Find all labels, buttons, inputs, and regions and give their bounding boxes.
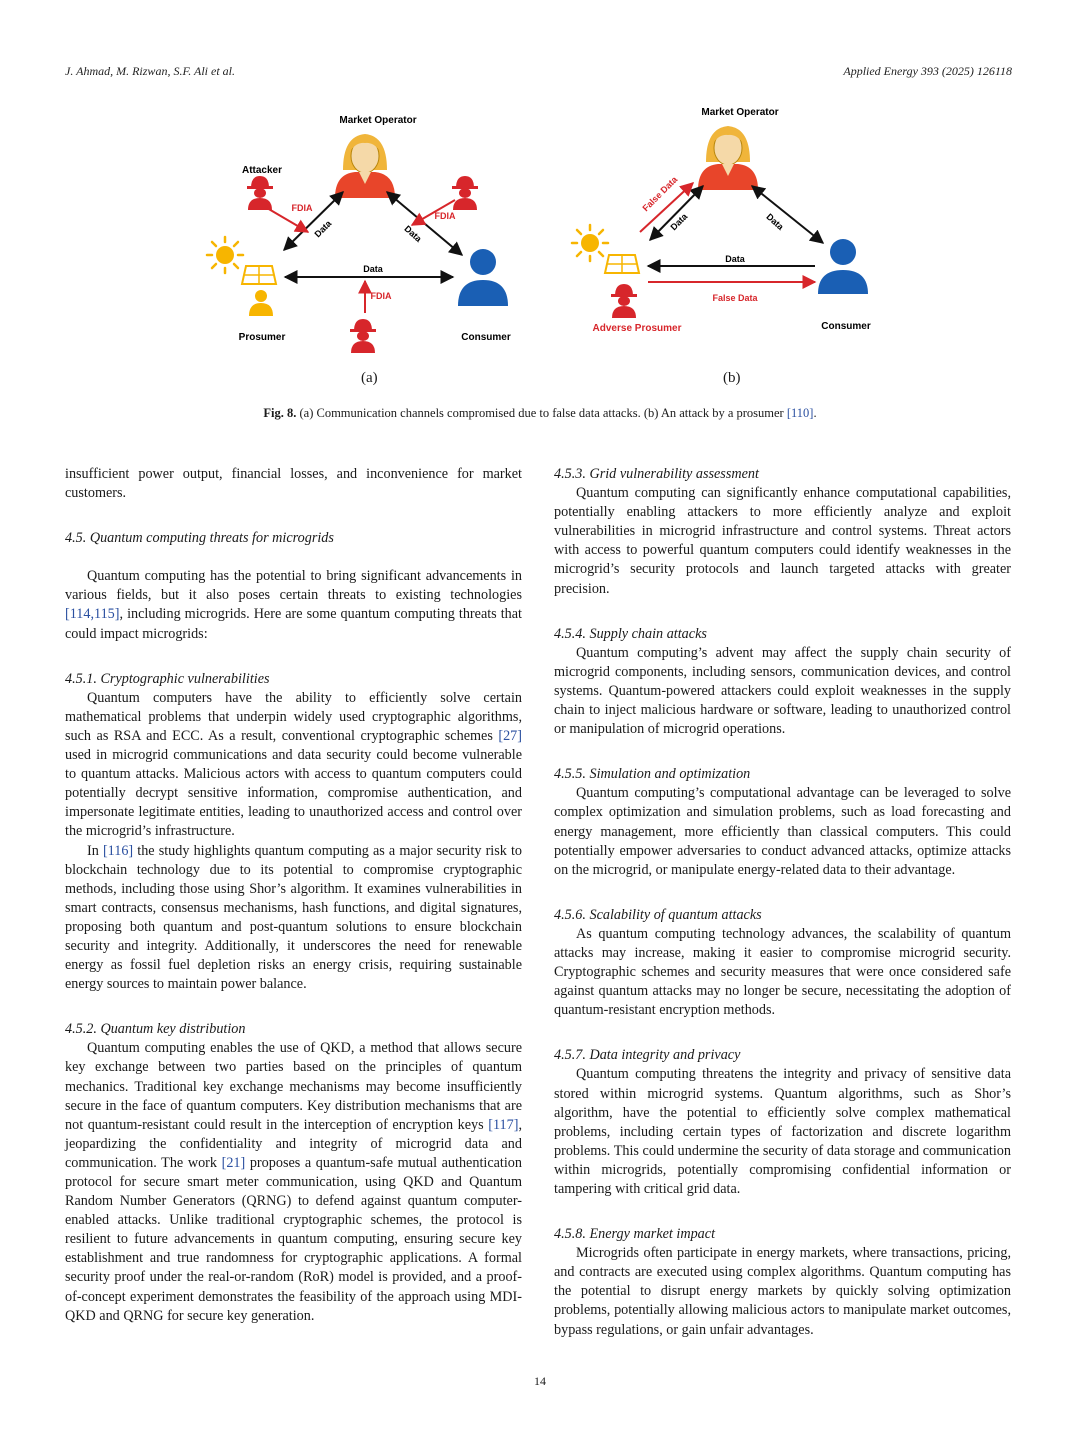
paragraph: As quantum computing technology advances, the scalability of quantum attacks may increase, making it easier to compromise microgrid security. Cryptographic schemes and security measures that were once considered safe against quantum attacks may no longer be secure, necessitating the adoption of quantum-resistant encryption methods.	[554, 925, 1011, 1019]
data-label: Data	[312, 218, 334, 240]
section-heading-4-5: 4.5. Quantum computing threats for microgrids	[65, 530, 334, 547]
caption-ref-link[interactable]: [110]	[786, 406, 814, 420]
text-run: Quantum computers have the ability to efficiently solve certain mathematical problems that underpin widely used cryptographic algorithms, such as RSA and ECC. As a result, conventional cryptographic schemes	[65, 689, 522, 744]
running-header-authors: J. Ahmad, M. Rizwan, S.F. Ali et al.	[65, 64, 235, 78]
attacker-icon	[350, 319, 376, 353]
left-column	[65, 465, 522, 1326]
caption-label: Fig. 8.	[263, 406, 297, 420]
figure-8	[0, 95, 1080, 395]
data-channel-arrow	[284, 192, 343, 250]
false-data-label: False Data	[712, 293, 758, 303]
subfigure-label-a: (a)	[361, 370, 378, 386]
subfigure-label-b: (b)	[723, 370, 741, 386]
section-heading-4-5-6: 4.5.6. Scalability of quantum attacks	[554, 906, 762, 923]
consumer-icon	[458, 249, 508, 306]
fig-a-prosumer-label: Prosumer	[238, 332, 286, 343]
paragraph: Quantum computing can significantly enhance computational capabilities, potentially enabling attackers to more efficiently analyze and exploit vulnerabilities in microgrid infrastructure and control systems. Threat actors with access to powerful quantum computers could identify weaknesses in the microgrid’s security protocols and launch targeted attacks with greater precision.	[554, 485, 1011, 597]
paragraph	[65, 1039, 522, 1325]
page-number: 14	[534, 1374, 546, 1388]
section-heading-4-5-2: 4.5.2. Quantum key distribution	[65, 1021, 246, 1038]
caption-end: .	[813, 406, 817, 420]
text-run: used in microgrid communications and data security could become vulnerable to quantum attacks. Malicious actors with access to quantum computers could potentially decrypt sensitive information, compromise authentication, and impersonate legitimate entities, leading to unauthorized access and control over the microgrid’s infrastructure.	[65, 747, 522, 840]
figure-caption	[0, 406, 1080, 421]
text-run: Quantum computing enables the use of QKD, a method that allows secure key exchange between two parties based on the principles of quantum mechanics. Traditional key exchange mechanisms may become insufficiently secure in the face of quantum computers. Key distribution mechanisms that are not quantum-resistant could result in the interception of encryption keys	[65, 1040, 522, 1133]
fdia-label: FDIA	[434, 211, 456, 221]
fig-a-market-operator-label: Market Operator	[339, 115, 417, 126]
paragraph: Quantum computing threatens the integrity and privacy of sensitive data stored within microgrid systems. Quantum algorithms, such as Shor’s algorithm, have the potential to efficiently solve complex mathematical problems, including certain types of factorization and discrete logarithm problems. This could undermine the security of data storage and communication within microgrids, potentially compromising confidential information or tampering with critical grid data.	[554, 1066, 1011, 1197]
paragraph	[65, 842, 522, 995]
text-run: In	[87, 842, 103, 859]
figure-b-diagram	[572, 107, 871, 334]
section-heading-4-5-1: 4.5.1. Cryptographic vulnerabilities	[65, 670, 270, 687]
paragraph: Microgrids often participate in energy markets, where transactions, pricing, and contracts are executed using complex algorithms. Quantum computing has the potential to disrupt energy markets by quickly solving optimization problems, potentially allowing malicious actors to manipulate market outcomes, bypass regulations, or gain unfair advantages.	[554, 1245, 1011, 1338]
paragraph	[65, 567, 522, 643]
fig-a-attacker-label: Attacker	[241, 165, 283, 176]
text-run: Quantum computing has the potential to bring significant advancements in various fields, but it also poses certain threats to existing technologies	[65, 568, 522, 604]
section-heading-4-5-3: 4.5.3. Grid vulnerability assessment	[554, 466, 759, 482]
sun-icon	[572, 225, 608, 261]
text-run: , including microgrids. Here are some quantum computing threats that could impact microgrids:	[65, 606, 522, 642]
citation-link[interactable]: [114,115]	[65, 606, 120, 623]
citation-link[interactable]: [27]	[498, 727, 522, 744]
solar-panel-icon	[605, 255, 639, 273]
data-label: Data	[363, 264, 383, 274]
paragraph: Quantum computing’s computational advantage can be leveraged to solve complex optimization and simulation problems, such as load forecasting and energy management, more efficiently than classical computers. This could potentially empower adversaries to conduct advanced attacks, optimize attacks on the microgrid, or manipulate energy-related data to their advantage.	[554, 785, 1011, 878]
sun-icon	[207, 237, 243, 273]
section-heading-4-5-5: 4.5.5. Simulation and optimization	[554, 766, 751, 783]
data-channel-arrow	[752, 186, 823, 243]
solar-panel-icon	[242, 266, 276, 284]
section-heading-4-5-8: 4.5.8. Energy market impact	[554, 1226, 716, 1243]
attacker-icon	[247, 176, 273, 210]
fig-b-adverse-prosumer-label: Adverse Prosumer	[592, 323, 682, 334]
data-label: Data	[668, 211, 690, 233]
paragraph: Quantum computing’s advent may affect the supply chain security of microgrid components, including sensors, communication devices, and control systems. Quantum-powered attackers could exploit weaknesses in the supply chain to inject malicious hardware or software, leading to unauthorized control or manipulation of microgrid operations.	[554, 644, 1011, 738]
false-data-label: False Data	[640, 174, 680, 214]
prosumer-icon	[249, 290, 273, 316]
market-operator-icon	[698, 126, 758, 190]
attacker-icon	[452, 176, 478, 210]
running-header-journal: Applied Energy 393 (2025) 126118	[843, 64, 1012, 78]
data-label: Data	[402, 223, 424, 245]
fdia-label: FDIA	[370, 291, 392, 301]
paragraph: insufficient power output, financial losses, and inconvenience for market customers.	[65, 466, 522, 502]
fig-a-consumer-label: Consumer	[461, 332, 511, 343]
fig-b-market-operator-label: Market Operator	[701, 107, 779, 118]
citation-link[interactable]: [117]	[488, 1116, 519, 1133]
market-operator-icon	[335, 134, 395, 198]
fig-b-consumer-label: Consumer	[821, 321, 871, 332]
paragraph	[65, 689, 522, 842]
right-column	[554, 465, 1011, 1340]
figure-a-diagram	[207, 115, 511, 353]
data-label: Data	[764, 211, 786, 233]
text-run: proposes a quantum-safe mutual authentication protocol for secure smart meter communication, using QKD and Quantum Random Number Generators (QRNG) to defend against quantum computer-enabled attacks. Unlike traditional cryptographic schemes, the protocol is resilient to future advancements in quantum computing, ensuring secure key establishment and true randomness for cryptographic applications. A formal security proof under the real-or-random (RoR) model is provided, and a proof-of-concept experiment demonstrates the feasibility of the approach using MDI-QKD and QRNG for secure key generation.	[65, 1154, 522, 1324]
citation-link[interactable]: [116]	[102, 842, 134, 859]
caption-text: (a) Communication channels compromised due to false data attacks. (b) An attack by a prosumer	[299, 406, 787, 420]
text-run: , jeopardizing the confidentiality and integrity of microgrid data and communication. The work	[65, 1116, 522, 1171]
data-label: Data	[725, 254, 745, 264]
fdia-label: FDIA	[291, 203, 313, 213]
text-run: the study highlights quantum computing as a major security risk to blockchain technology due to its potential to compromise cryptographic methods, including those using Shor’s algorithm. It examines vulnerabilities in smart contracts, consensus mechanisms, hash functions, and digital signatures, proposing both quantum and post-quantum solutions to ensure blockchain security and integrity. Additionally, it underscores the need for renewable energy as fossil fuel depletion risks an energy crisis, requiring sustainable energy sources to maintain power balance.	[65, 842, 522, 993]
section-heading-4-5-4: 4.5.4. Supply chain attacks	[554, 625, 707, 642]
adverse-prosumer-icon	[611, 284, 637, 318]
citation-link[interactable]: [21]	[221, 1154, 246, 1171]
section-heading-4-5-7: 4.5.7. Data integrity and privacy	[554, 1047, 741, 1064]
consumer-icon	[818, 239, 868, 294]
